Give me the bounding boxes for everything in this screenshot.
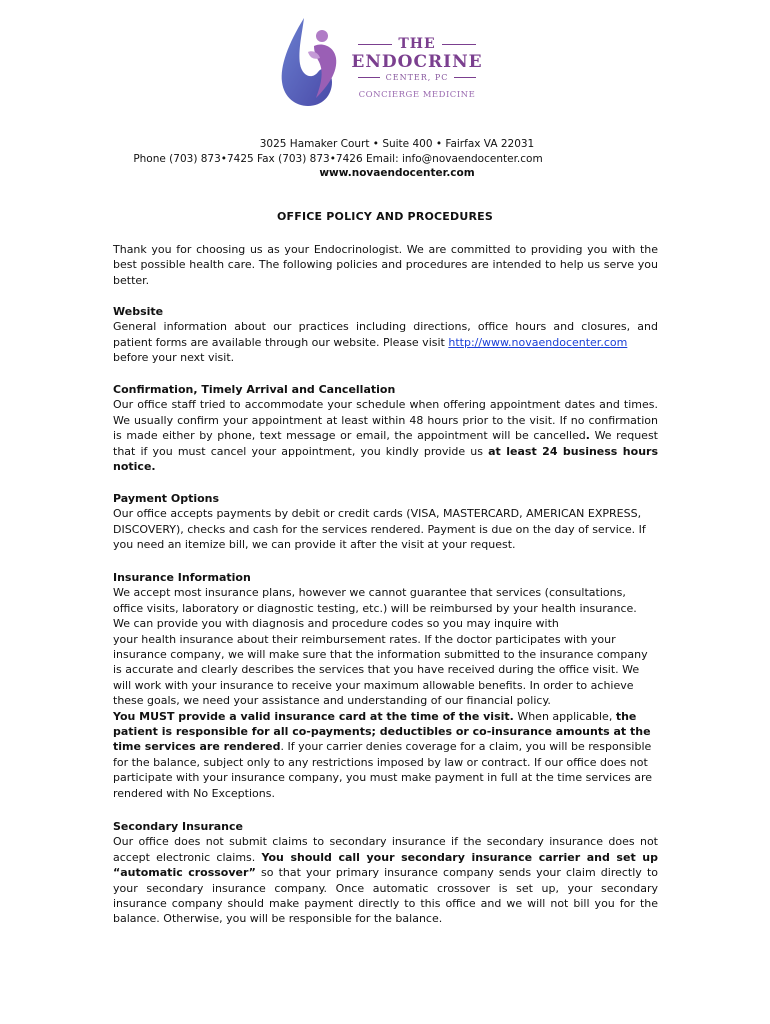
- logo-rule: [442, 44, 476, 45]
- logo-endocrine: ENDOCRINE: [351, 52, 483, 72]
- insurance-line: these goals, we need your assistance and understanding of our financial policy.: [113, 694, 551, 708]
- website-text: General information about our practices including directions, office hours and closures, and patient forms are available through our website. Please visit: [113, 320, 658, 349]
- confirmation-notice: at least 24 business hours notice.: [113, 444, 658, 474]
- insurance-text-1: When applicable,: [513, 709, 616, 723]
- payment-text: Our office accepts payments by debit or credit cards (VISA, MASTERCARD, AMERICAN EXPRESS, DISCOVERY), checks and cash for the services rendered. Payment is due on the day of service. If you need an itemize bill, we can provide it after the visit at your request.: [113, 507, 646, 552]
- insurance-line: will work with your insurance to receive your maximum allowable benefits. In order to achieve: [113, 678, 634, 692]
- logo-center: CENTER, PC: [385, 73, 449, 82]
- contact-line: Phone (703) 873•7425 Fax (703) 873•7426 Email: info@novaendocenter.com: [133, 153, 543, 165]
- confirmation-heading: Confirmation, Timely Arrival and Cancellation: [113, 383, 396, 396]
- insurance-heading: Insurance Information: [113, 571, 251, 584]
- insurance-line: your health insurance about their reimbursement rates. If the doctor participates with your: [113, 632, 616, 646]
- logo-rule: [358, 44, 392, 45]
- logo-drop-icon: [278, 16, 348, 108]
- insurance-line: We accept most insurance plans, however we cannot guarantee that services (consultations,: [113, 586, 626, 600]
- address-line: 3025 Hamaker Court • Suite 400 • Fairfax VA 22031: [259, 138, 535, 150]
- website-line: www.novaendocenter.com: [319, 167, 475, 179]
- secondary-crossover-notice: You should call your secondary insurance carrier and set up “automatic crossover”: [113, 850, 658, 880]
- confirmation-section: [113, 382, 658, 474]
- insurance-section: [113, 570, 658, 801]
- endocrine-center-logo: [278, 16, 488, 108]
- website-link[interactable]: http://www.novaendocenter.com: [448, 335, 628, 349]
- insurance-text-2: . If your carrier denies coverage for a claim, you will be responsible for the balance, subject only to any restrictions imposed by law or contract. If our office does not participate with your insurance company, you must make payment in full at the time services are rendered with No Exceptions.: [113, 740, 653, 800]
- intro-paragraph: Thank you for choosing us as your Endocrinologist. We are committed to providing you with the best possible health care. The following policies and procedures are intended to help us serve you better.: [113, 243, 658, 287]
- logo-center-row: [346, 72, 488, 83]
- insurance-line: We can provide you with diagnosis and procedure codes so you may inquire with: [113, 617, 559, 631]
- logo-rule: [358, 77, 380, 78]
- secondary-heading: Secondary Insurance: [113, 820, 243, 833]
- logo-concierge: CONCIERGE MEDICINE: [358, 90, 476, 100]
- insurance-line: office visits, laboratory or diagnostic testing, etc.) will be reimbursed by your health insurance.: [113, 601, 637, 615]
- website-heading: Website: [113, 305, 164, 318]
- confirmation-text-2: We request that if you must cancel your appointment, you kindly provide us: [113, 429, 658, 458]
- secondary-insurance-section: [113, 819, 658, 927]
- confirmation-text: Our office staff tried to accommodate your schedule when offering appointment dates and times. We usually confirm your appointment at least within 48 hours prior to the visit. If no confirmation is made either by phone, text message or email, the appointment will be cancelled: [113, 398, 658, 443]
- logo-wordmark: [346, 36, 488, 101]
- payment-section: [113, 491, 658, 553]
- logo-the-row: [346, 36, 488, 52]
- logo-rule: [454, 77, 476, 78]
- insurance-line: insurance company, we will make sure that the information submitted to the insurance company: [113, 648, 648, 662]
- payment-heading: Payment Options: [113, 492, 220, 505]
- website-section: [113, 304, 658, 366]
- secondary-text-2: so that your primary insurance company sends your claim directly to your secondary insurance company. Once automatic crossover is set up, your secondary insurance company should make payment directly to this office and we will not bill you for the balance. Otherwise, you will be responsible for the balance.: [113, 866, 658, 926]
- insurance-copay-notice: the patient is responsible for all co-payments; deductibles or co-insurance amounts at the time services are rendered: [113, 709, 651, 754]
- confirmation-bold-dot: .: [585, 429, 590, 443]
- insurance-card-requirement: You MUST provide a valid insurance card at the time of the visit.: [113, 709, 514, 723]
- logo-the: THE: [398, 36, 436, 52]
- website-text-after: before your next visit.: [113, 351, 235, 365]
- document-title: OFFICE POLICY AND PROCEDURES: [277, 210, 493, 223]
- insurance-line: is accurate and clearly describes the services that you have received during the office visit. We: [113, 663, 640, 677]
- secondary-text-1: Our office does not submit claims to secondary insurance if the secondary insurance does not accept electronic claims.: [113, 835, 658, 864]
